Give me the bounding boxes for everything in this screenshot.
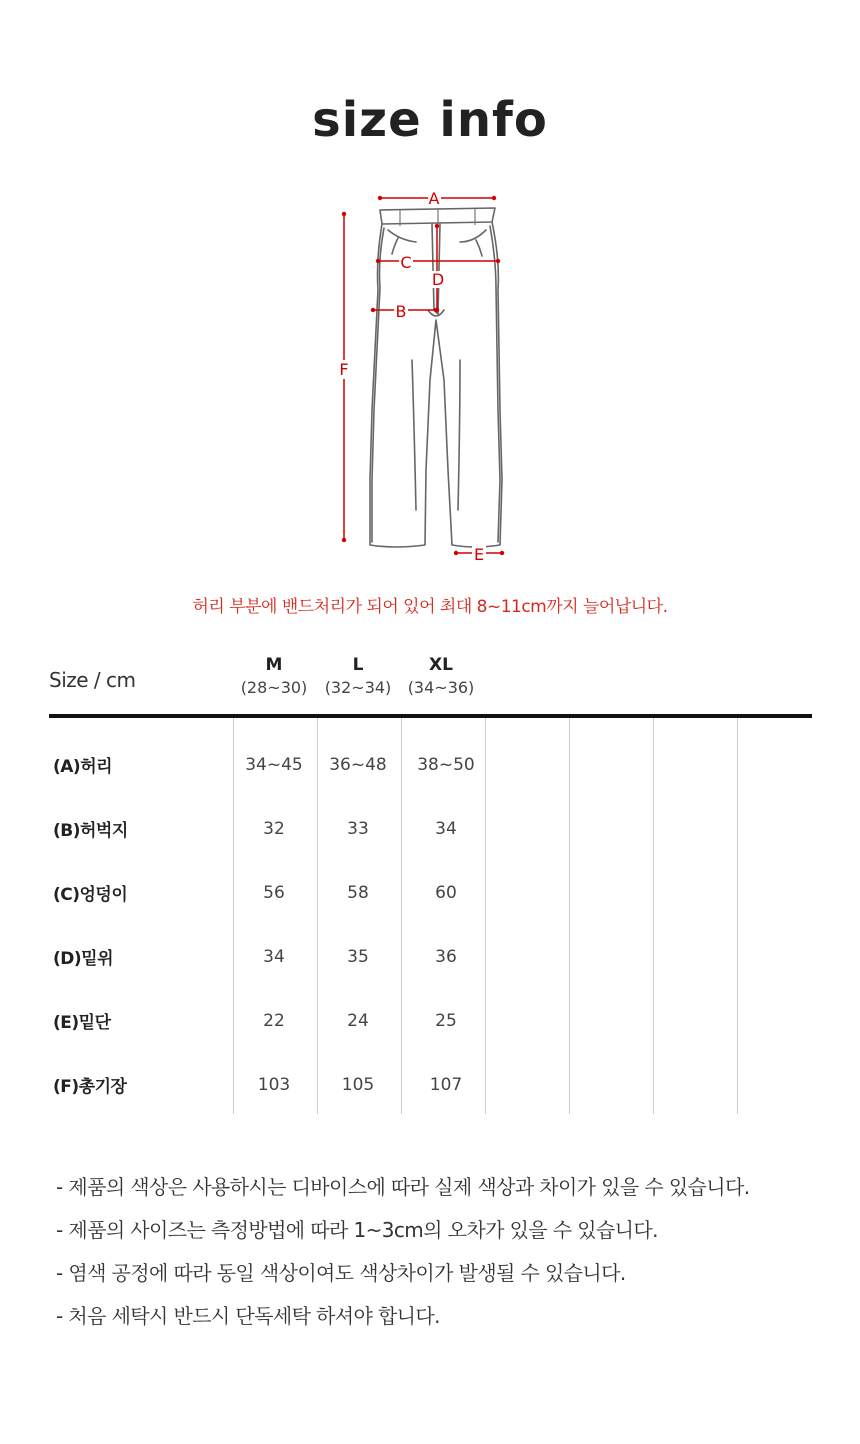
label-b: B	[395, 302, 407, 321]
table-cell: 34	[263, 947, 285, 967]
size-range: (28~30)	[240, 678, 308, 697]
column-divider	[317, 718, 318, 1114]
note-item: - 염색 공정에 따라 동일 색상이여도 색상차이가 발생될 수 있습니다.	[56, 1261, 626, 1285]
table-header-divider	[49, 714, 812, 718]
size-name: L	[352, 655, 364, 675]
column-divider	[401, 718, 402, 1114]
size-header-m	[232, 655, 316, 699]
row-label-thigh: (B)허벅지	[53, 821, 128, 841]
size-header-l	[316, 655, 400, 699]
table-cell: 105	[341, 1075, 375, 1095]
table-cell: 24	[347, 1011, 369, 1031]
waistband-notice: 허리 부분에 밴드처리가 되어 있어 최대 8~11cm까지 늘어납니다.	[192, 597, 668, 617]
measure-line-f	[337, 212, 351, 542]
note-item: - 제품의 사이즈는 측정방법에 따라 1~3cm의 오차가 있을 수 있습니다.	[56, 1218, 658, 1242]
size-range: (32~34)	[324, 678, 392, 697]
table-cell: 38~50	[417, 755, 475, 775]
size-header-xl	[399, 655, 483, 699]
label-d: D	[431, 270, 445, 289]
table-cell: 103	[257, 1075, 291, 1095]
row-label-hip: (C)엉덩이	[53, 885, 128, 905]
page-title: size info	[312, 92, 548, 148]
size-name: M	[265, 655, 283, 675]
label-c: C	[400, 253, 412, 272]
note-item: - 처음 세탁시 반드시 단독세탁 하셔야 합니다.	[56, 1304, 440, 1328]
column-divider	[653, 718, 654, 1114]
table-cell: 36~48	[329, 755, 387, 775]
table-cell: 107	[429, 1075, 463, 1095]
size-range: (34~36)	[407, 678, 475, 697]
row-label-waist: (A)허리	[53, 757, 113, 777]
column-divider	[233, 718, 234, 1114]
size-unit-label: Size / cm	[49, 668, 136, 692]
table-cell: 34~45	[245, 755, 303, 775]
label-a: A	[428, 189, 440, 208]
table-cell: 22	[263, 1011, 285, 1031]
column-divider	[737, 718, 738, 1114]
label-f: F	[339, 360, 349, 379]
row-label-rise: (D)밑위	[53, 949, 113, 969]
table-cell: 25	[435, 1011, 457, 1031]
row-label-length: (F)총기장	[53, 1077, 127, 1097]
column-divider	[485, 718, 486, 1114]
table-cell: 58	[347, 883, 369, 903]
table-cell: 36	[435, 947, 457, 967]
size-name: XL	[429, 655, 453, 675]
note-item: - 제품의 색상은 사용하시는 디바이스에 따라 실제 색상과 차이가 있을 수 있습니다.	[56, 1175, 750, 1199]
table-cell: 34	[435, 819, 457, 839]
label-e: E	[473, 545, 485, 564]
table-cell: 32	[263, 819, 285, 839]
pants-measurement-diagram	[320, 180, 550, 575]
notes-list	[56, 1166, 749, 1338]
measure-line-a	[378, 189, 496, 208]
table-cell: 60	[435, 883, 457, 903]
measure-line-e	[454, 545, 504, 564]
table-cell: 33	[347, 819, 369, 839]
pants-outline	[370, 208, 502, 547]
table-cell: 56	[263, 883, 285, 903]
table-cell: 35	[347, 947, 369, 967]
pants-illustration	[320, 180, 550, 575]
row-label-hem: (E)밑단	[53, 1013, 111, 1033]
column-divider	[569, 718, 570, 1114]
